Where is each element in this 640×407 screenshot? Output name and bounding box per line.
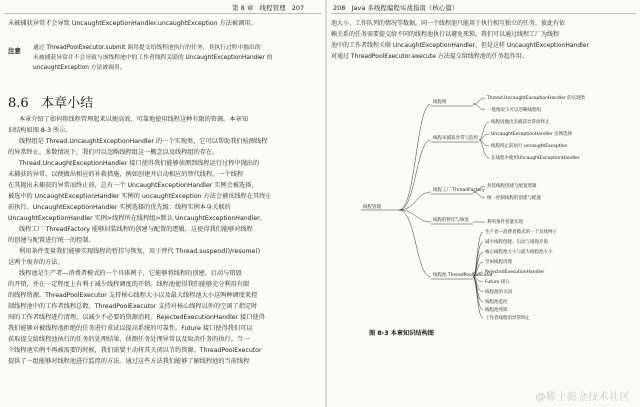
mindmap-leaf: Future 接口 — [485, 280, 510, 285]
continued-text — [331, 18, 589, 62]
text-line: 池中的工作者线程关联 UncaughtExceptionHandler，但是这样 UncaughtExceptionHandler — [331, 42, 589, 49]
page-number: 207 — [291, 4, 305, 12]
text-line: 提供了一组能够对线程池进行监控的方法。通过这些方法我们能够了解线程池的当前线程 — [8, 358, 250, 365]
mindmap-leaf: UncaughtExceptionHandler 实例选择 — [491, 132, 572, 137]
intro-line: 未被捕获异常才会导致 UncaughtExceptionHandler.uncaughtException 方法被调用。 — [8, 20, 257, 27]
book-title: Java 多线程编程实战指南（核心篇） — [351, 4, 459, 12]
connector-line — [399, 210, 431, 277]
text-line: 本章介绍了如何将线程管理起来以便高效、可靠地使用线程这种有限的资源。本章知 — [19, 116, 248, 123]
mindmap-leaf: 核心线程池大小与最大线程池大小 — [485, 250, 553, 255]
left-page-header — [232, 3, 304, 12]
connector-line — [399, 192, 431, 210]
mindmap-branch: 线程的暂挂与恢复 — [433, 218, 469, 223]
mindmap-branch: 线程组 — [433, 100, 447, 105]
text-line: UncaughtExceptionHandler 实例>线程所在线程组>默认 UncaughtExceptionHandler。 — [8, 215, 266, 222]
note-label: 注意 — [8, 47, 21, 55]
note-line: 通过 ThreadPoolExecutor.submit 调用提交给线程池执行的任务，其执行过程中抛出的 — [33, 45, 261, 51]
note-line: 未被捕获异常并不会导致与该线程池中的工作者线程关联的 UncaughtExceptionHandler 的 — [33, 55, 273, 61]
text-line: 对通过 ThreadPoolExecutor.execute 方法提交给线程池的任务起作用。 — [331, 53, 528, 60]
mindmap-leaf: 线程因抛出未捕获异常而终止 — [491, 120, 550, 125]
summary-text — [8, 114, 272, 367]
header-rule — [4, 13, 322, 14]
text-line: 线程工厂 ThreadFactory 能够封装线程的创建与配置的逻辑，这使得我们能够对线程 — [19, 226, 253, 233]
text-line: 这两个废弃的方法。 — [8, 259, 64, 266]
mindmap-leaf: 封装线程创建与配置逻辑 — [487, 184, 537, 189]
mindmap-leaf: 线程池监控 — [485, 300, 508, 305]
connector-line — [399, 104, 431, 210]
section-number: 8.6 — [8, 96, 29, 111]
mindmap-branch: 线程未捕获异常与监控 — [433, 136, 478, 141]
text-line: 被选中的 UncaughtExceptionHandler 实例的 uncaughtException 方法会被该线程在其终止 — [8, 193, 272, 200]
mindmap-leaf: 一般情况下可以忽略线程组 — [487, 108, 541, 113]
text-line: 制线程池中的工作者线程总数。ThreadPoolExecutor 支持对核心线程以外的空闲了指定时 — [8, 303, 258, 310]
mindmap-leaf: 线程终止前执行 uncaughtException — [491, 144, 568, 149]
chapter-label: 第 8 章 — [232, 4, 254, 12]
note-block — [33, 43, 273, 73]
mindmap-root: 线程管理 — [363, 205, 381, 210]
mindmap-leaf: 在线程中使用UncaughtExceptionHandler — [491, 156, 580, 161]
text-line: Thread.UncaughtExceptionHandler 接口使得我们能够侦测到线程运行过程中抛出的 — [19, 160, 260, 167]
text-line: 我们能够对被线程池拒绝的任务进行重试以提高系统的可靠性。Future 接口使得我们可以 — [8, 325, 253, 332]
text-line: 在其抛出未捕获的异常而终止前，总有一个 UncaughtExceptionHandler 实例会被选择， — [8, 182, 258, 189]
mindmap-leaf: 统一控制线程的创建与配置 — [487, 196, 541, 201]
text-line: 线程组是 Thread.UncaughtExceptionHandler 的一个实现类，它可以帮助我们检测线程 — [19, 138, 268, 145]
note-line: uncaughtException 方法被调用。 — [33, 65, 126, 71]
right-page-header — [333, 3, 458, 12]
mindmap-leaf: 线程池死锁 — [485, 308, 508, 313]
text-line: 前执行。UncaughtExceptionHandler 实例选择的优先级：线程实例本身关联的 — [8, 204, 231, 211]
text-line: 识结构如图 8-3 所示。 — [8, 127, 72, 134]
mindmap-branch: 线程池 ThreadPoolExecutor — [433, 273, 493, 278]
mindmap-leaf: 线程池的关闭 — [485, 290, 512, 295]
mindmap-leaf: RejectedExecutionHandler — [485, 270, 545, 275]
mindmap-leaf: 工作者线程的异常终止 — [485, 316, 530, 320]
text-line: 间的工作者线程进行清理，以减少不必要的资源消耗。RejectedExecutionHandler 接口使得 — [8, 314, 265, 321]
connector-line — [473, 98, 485, 110]
text-line: 池大小、工作队列的情况等数据。同一个线程池只能用于执行相互独立的任务，彼此有依 — [331, 20, 566, 27]
figure-caption: 图 8-3 本章知识结构图 — [369, 330, 434, 337]
mindmap-branch: 线程工厂 ThreadFactory — [433, 188, 485, 193]
text-line: 未捕获的异常，以便做出相应的补救措施，例如创建并启动相应的替代线程。一个线程 — [8, 171, 244, 178]
text-line: 的线程资源。ThreadPoolExecutor 支持核心线程大小以及最大线程池大小这两种调度来控 — [8, 292, 258, 299]
section-title: 本章小结 — [41, 96, 94, 111]
text-line: 的创建与配置进行统一的控制。 — [8, 237, 95, 244]
section-heading — [8, 92, 93, 111]
right-page — [327, 0, 640, 407]
text-line: 的开销，并在一定程度上有利于减少线程调度的开销。线程池使得我们能够充分利用有限 — [8, 281, 250, 288]
page-number: 208 — [333, 4, 346, 12]
chapter-title: 线程管理 — [259, 4, 286, 12]
connector-line — [479, 122, 489, 158]
mindmap-leaf: 生产者—消费者模式的一个具体例子 — [485, 230, 557, 235]
text-line: 个线程池实例不再被需要的时候，我们需要主动将其关闭以节约资源。ThreadPoolExecutor — [8, 347, 262, 354]
text-line: 赖关系的任务需要提交给不同的线程池执行以避免死锁。我们可以通过线程工厂为线程 — [331, 31, 560, 38]
knowledge-mindmap — [361, 92, 633, 320]
mindmap-leaf: 减少线程创建、启动与销毁开销 — [485, 240, 548, 245]
connector-line — [399, 140, 431, 210]
mindmap-leaf: 利用条件变量实现 — [487, 220, 523, 225]
text-line: 利用条件变量我们能够实现线程的暂挂与恢复，用于替代 Thread.suspend()/resume() — [19, 248, 261, 255]
text-line: 获取提交给线程池执行的任务的处理结果、侦测任务处理异常以及取消任务的执行。当一 — [8, 336, 250, 343]
mindmap-leaf: 空闲线程清理 — [485, 260, 512, 265]
header-rule — [331, 13, 636, 14]
text-line: 线程池是生产者—消费者模式的一个具体例子，它能够将线程的创建、启动与销毁 — [19, 270, 242, 277]
mindmap-leaf: Thread.UncaughtExceptionHandler 的实现类 — [487, 96, 586, 101]
watermark: @稀土掘金技术社区 — [535, 392, 630, 403]
text-line: 的异常终止。多数情况下，我们可以忽略线程组这一概念以及线程组的存在。 — [8, 149, 219, 156]
